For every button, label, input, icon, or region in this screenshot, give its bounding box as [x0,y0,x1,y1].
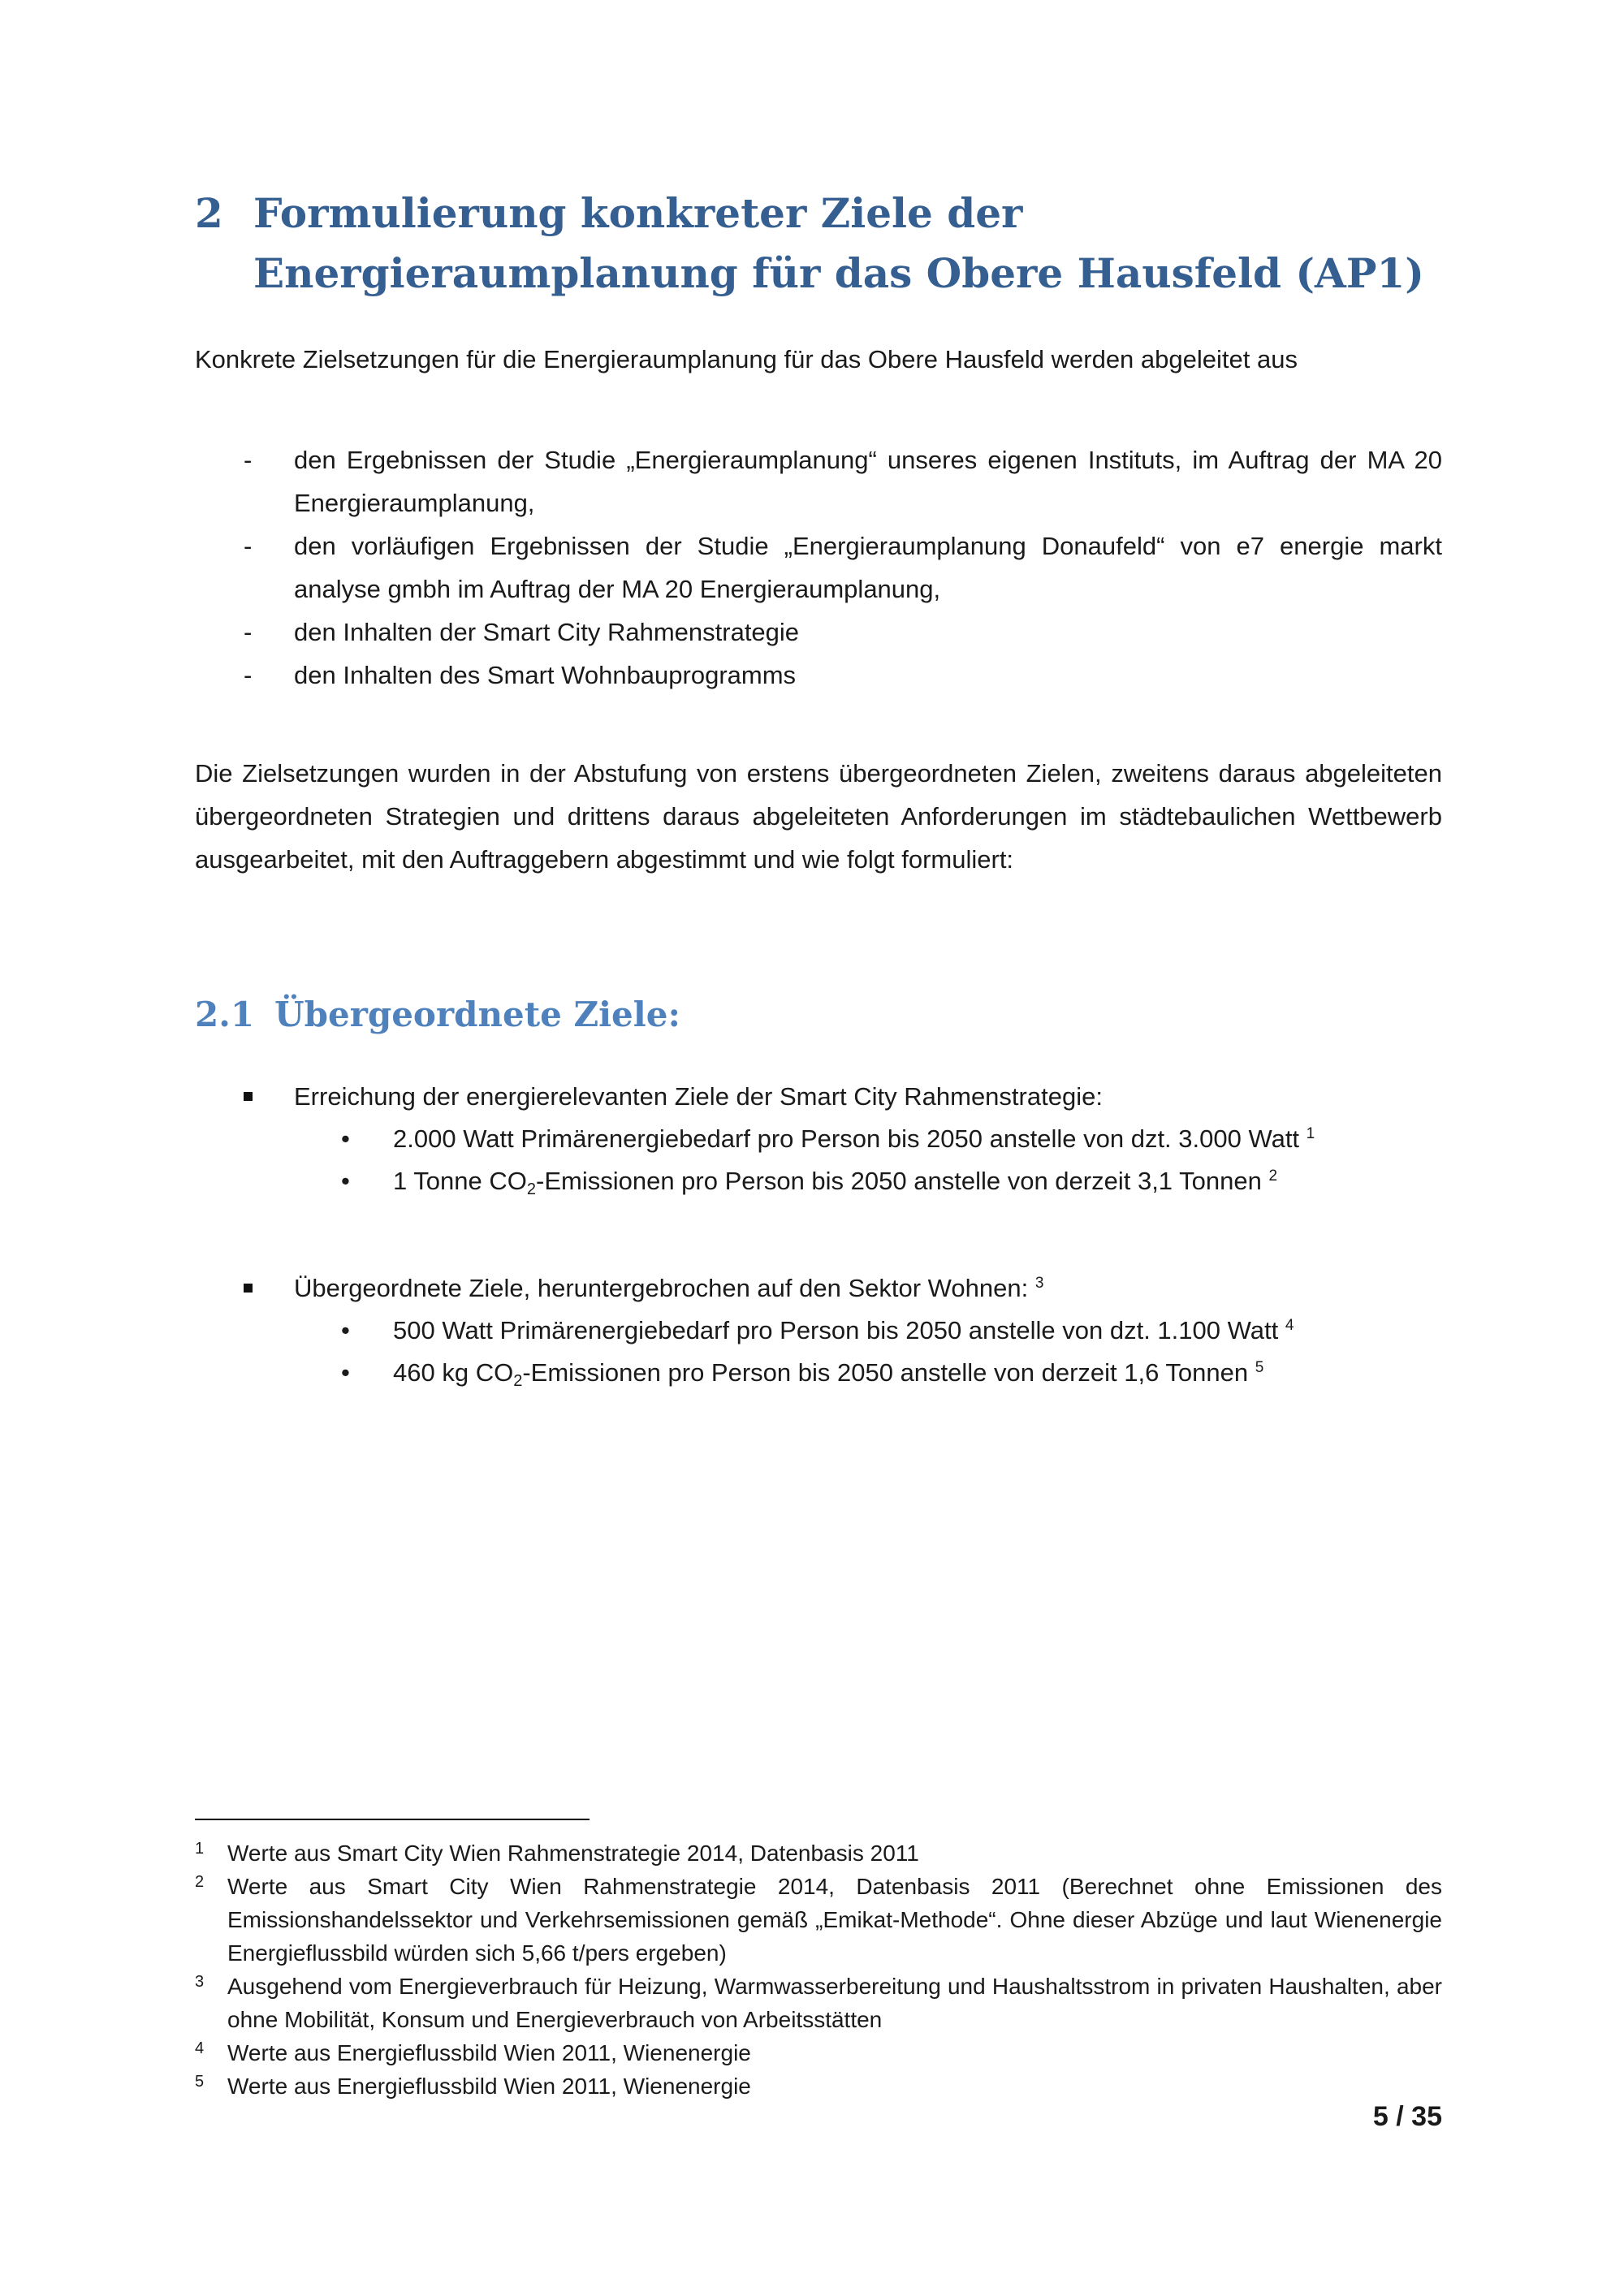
footnote-ref[interactable]: 2 [1268,1167,1278,1185]
list-item-text: den Inhalten der Smart City Rahmenstrategie [294,618,800,646]
footnote-text: Werte aus Energieflussbild Wien 2011, Wienenergie [227,2074,751,2099]
dash-marker: - [244,446,253,474]
footnote [195,1970,1442,2036]
footnote-text: Werte aus Smart City Wien Rahmenstrategie 2014, Datenbasis 2011 (Berechnet ohne Emissionen des Emissionshandelssektor und Verkehrsemissionen gemäß „Emikat-Methode“. Ohne dieser Abzüge und laut Wienenergie Energieflussbild würden sich 5,66 t/pers ergeben) [227,1874,1442,1966]
subitem-text: 500 Watt Primärenergiebedarf pro Person bis 2050 anstelle von dzt. 1.100 Watt [393,1316,1279,1344]
footnotes [195,1836,1442,2103]
footnote [195,2036,1442,2069]
footnote-number: 3 [195,1973,205,1991]
list-item [244,654,1442,697]
goal-subitem-text [393,1159,1277,1206]
chapter-heading [195,183,1462,304]
bullet-icon: • [341,1124,350,1153]
intro-paragraph: Konkrete Zielsetzungen für die Energieraumplanung für das Obere Hausfeld werden abgeleitet aus [195,345,1298,373]
footnote [195,1836,1442,1870]
subitem-text: -Emissionen pro Person bis 2050 anstelle von derzeit 1,6 Tonnen [522,1358,1249,1387]
footnote-ref[interactable]: 4 [1285,1317,1294,1334]
footnote [195,1870,1442,1970]
square-bullet-icon [244,1092,253,1101]
footnote-ref[interactable]: 3 [1034,1275,1044,1292]
page-number: 5 / 35 [1372,2101,1442,2132]
goal-subitem-text [393,1351,1263,1398]
footnote-text: Werte aus Energieflussbild Wien 2011, Wienenergie [227,2040,751,2065]
dash-marker: - [244,618,253,646]
footnote-text: Ausgehend vom Energieverbrauch für Heizung, Warmwasserbereitung und Haushaltsstrom in privaten Haushalten, aber ohne Mobilität, Konsum und Energieverbrauch von Arbeitsstätten [227,1974,1442,2032]
sources-list [244,438,1442,697]
footnote-text: Werte aus Smart City Wien Rahmenstrategie 2014, Datenbasis 2011 [227,1841,919,1866]
dash-marker: - [244,661,253,689]
body-paragraph: Die Zielsetzungen wurden in der Abstufung von erstens übergeordneten Zielen, zweitens daraus abgeleiteten übergeordneten Strategien und drittens daraus abgeleiteten Anforderungen im städtebaulichen Wettbewerb ausgearbeitet, mit den Auftraggebern abgestimmt und wie folgt formuliert: [195,759,1442,874]
list-item [244,438,1442,524]
footnote [195,2069,1442,2103]
list-item-text: den Inhalten des Smart Wohnbauprogramms [294,661,797,689]
chapter-number: 2 [195,189,223,237]
footnote-number: 1 [195,1840,205,1858]
subscript: 2 [513,1372,523,1390]
section-number: 2.1 [195,995,255,1034]
dash-marker: - [244,532,253,560]
footnote-ref[interactable]: 1 [1306,1125,1315,1142]
goal-subitem-text [393,1309,1294,1352]
footnote-divider [195,1819,590,1820]
list-item [244,611,1442,654]
footnote-number: 2 [195,1873,205,1891]
footnote-ref[interactable]: 5 [1255,1359,1264,1376]
goal-subitem [341,1309,1294,1352]
list-item [244,524,1442,611]
goal-subitem [341,1351,1263,1398]
list-item-text: den Ergebnissen der Studie „Energieraumplanung“ unseres eigenen Instituts, im Auftrag der MA 20 Energieraumplanung, [294,446,1442,517]
chapter-title: Formulierung konkreter Ziele der Energieraumplanung für das Obere Hausfeld (AP1) [253,189,1424,297]
goal-item [244,1075,1103,1118]
list-item-text: den vorläufigen Ergebnissen der Studie „Energieraumplanung Donaufeld“ von e7 energie markt analyse gmbh im Auftrag der MA 20 Energieraumplanung, [294,532,1442,603]
square-bullet-icon [244,1284,253,1293]
footnote-number: 5 [195,2073,205,2091]
bullet-icon: • [341,1316,350,1344]
goal-text: Erreichung der energierelevanten Ziele der Smart City Rahmenstrategie: [294,1082,1103,1111]
goal-item [244,1267,1043,1310]
section-heading [195,990,680,1039]
footnote-number: 4 [195,2039,205,2057]
subitem-text: 460 kg CO [393,1358,514,1387]
goal-subitem-text [393,1117,1315,1160]
goal-subitem [341,1117,1315,1160]
goal-text: Übergeordnete Ziele, heruntergebrochen auf den Sektor Wohnen: [294,1274,1029,1302]
section-title: Übergeordnete Ziele: [274,995,680,1034]
bullet-icon: • [341,1358,350,1387]
subitem-text: 2.000 Watt Primärenergiebedarf pro Person bis 2050 anstelle von dzt. 3.000 Watt [393,1124,1300,1153]
subitem-text: 1 Tonne CO [393,1167,527,1195]
bullet-icon: • [341,1167,350,1195]
subscript: 2 [526,1180,536,1198]
subitem-text: -Emissionen pro Person bis 2050 anstelle von derzeit 3,1 Tonnen [536,1167,1262,1195]
goal-text-wrap [294,1267,1043,1310]
goal-subitem [341,1159,1277,1206]
